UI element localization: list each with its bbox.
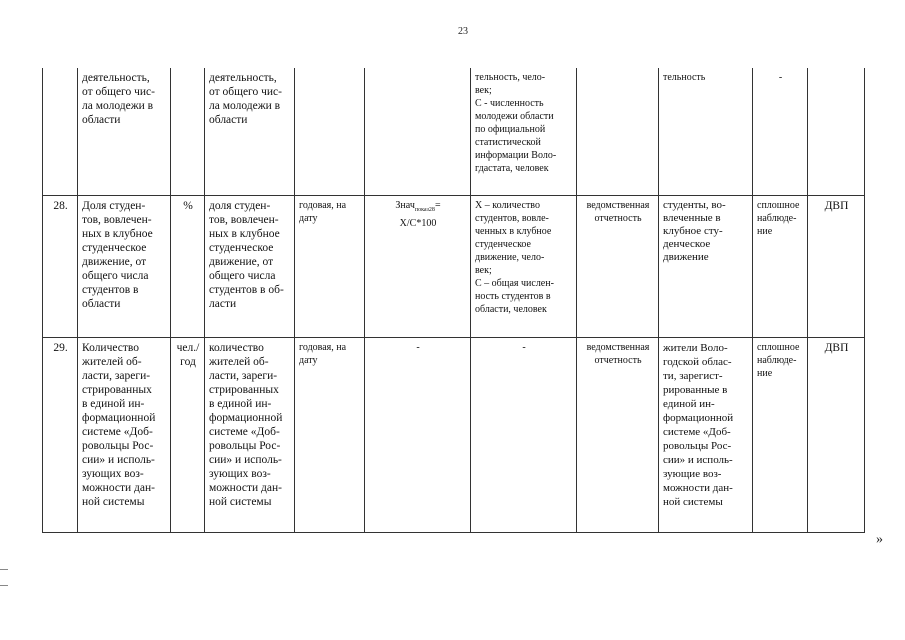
unit-cell bbox=[171, 68, 205, 195]
table-row bbox=[43, 195, 865, 337]
definition-cell: доля студен- тов, вовлечен- ных в клубное студенческое движение, от общего числа студентов в об- ласти bbox=[205, 195, 295, 337]
formula-cell: Знач$_{показ28}$= X/C*100 bbox=[365, 195, 471, 337]
observation-object-cell: студенты, во- влеченные в клубное сту- денческое движение bbox=[659, 195, 753, 337]
margin-tick bbox=[0, 569, 8, 570]
definition-cell: количество жителей об- ласти, зареги- стрированных в единой ин- формационной системе «Доб- ровольцы Рос- сии» и исполь- зующих воз- можности дан- ной системы bbox=[205, 337, 295, 532]
formula-cell bbox=[365, 68, 471, 195]
indicator-name-cell: деятельность, от общего чис- ла молодежи в области bbox=[78, 68, 171, 195]
data-source-cell bbox=[577, 68, 659, 195]
page-number: 23 bbox=[458, 26, 468, 37]
row-number-cell: 28. bbox=[43, 195, 78, 337]
indicator-name-cell: Количество жителей об- ласти, зареги- стрированных в единой ин- формационной системе «Доб- ровольцы Рос- сии» и исполь- зующих воз- можности дан- ной системы bbox=[78, 337, 171, 532]
unit-cell: % bbox=[171, 195, 205, 337]
unit-cell: чел./ год bbox=[171, 337, 205, 532]
observation-object-cell: тельность bbox=[659, 68, 753, 195]
observation-object-cell: жители Воло- годской облас- ти, зарегист- рированные в единой ин- формационной системе «Доб- ровольцы Рос- сии» и исполь- зующие воз- можности дан- ной системы bbox=[659, 337, 753, 532]
periodicity-cell: годовая, на дату bbox=[295, 337, 365, 532]
data-source-cell: ведомственная отчетность bbox=[577, 337, 659, 532]
observation-method-cell: сплошное наблюде- ние bbox=[753, 337, 808, 532]
basic-indicators-cell: тельность, чело- век; C - численность молодежи области по официальной статистической информации Воло- гдастата, человек bbox=[471, 68, 577, 195]
basic-indicators-cell: X – количество студентов, вовле- ченных в клубное студенческое движение, чело- век; C – общая числен- ность студентов в области, человек bbox=[471, 195, 577, 337]
row-number-cell: 29. bbox=[43, 337, 78, 532]
indicator-name-cell: Доля студен- тов, вовлечен- ных в клубное студенческое движение, от общего числа студентов в области bbox=[78, 195, 171, 337]
responsible-cell: ДВП bbox=[808, 337, 865, 532]
observation-method-cell: - bbox=[753, 68, 808, 195]
responsible-cell bbox=[808, 68, 865, 195]
responsible-cell: ДВП bbox=[808, 195, 865, 337]
observation-method-cell: сплошное наблюде- ние bbox=[753, 195, 808, 337]
periodicity-cell bbox=[295, 68, 365, 195]
row-number-cell bbox=[43, 68, 78, 195]
data-source-cell: ведомственная отчетность bbox=[577, 195, 659, 337]
table-row bbox=[43, 68, 865, 195]
basic-indicators-cell: - bbox=[471, 337, 577, 532]
indicators-table bbox=[42, 68, 865, 533]
margin-tick bbox=[0, 585, 8, 586]
definition-cell: деятельность, от общего чис- ла молодежи в области bbox=[205, 68, 295, 195]
continuation-mark: » bbox=[876, 532, 883, 547]
table-row bbox=[43, 337, 865, 532]
formula-cell: - bbox=[365, 337, 471, 532]
periodicity-cell: годовая, на дату bbox=[295, 195, 365, 337]
